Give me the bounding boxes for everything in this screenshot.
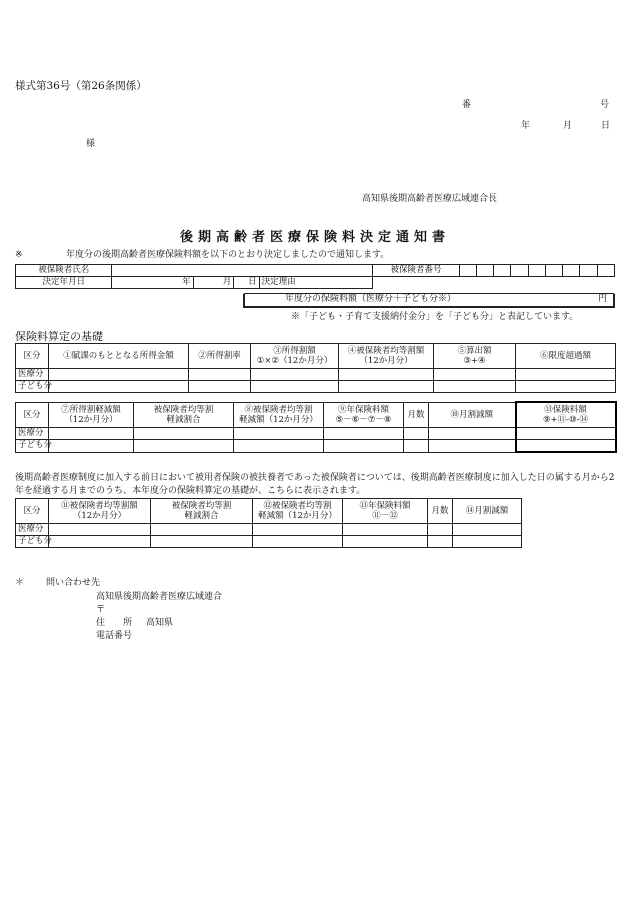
- yen-unit: 円: [597, 294, 607, 304]
- insured-name-label: 被保険者氏名: [16, 265, 112, 277]
- table-cell: [253, 524, 343, 536]
- col-per-capita-reduction: ⑧被保険者均等割 軽減額（12か月分）: [234, 402, 324, 428]
- col-per-capita-levy: ⑪被保険者均等割額 （12か月分）: [49, 499, 151, 524]
- intro-mark: ※: [15, 250, 23, 260]
- insured-number-digit: [597, 265, 614, 277]
- calc-table-2: [15, 401, 617, 453]
- col-income-levy: ③所得割額 ①×②（12か月分）: [251, 344, 339, 369]
- table-cell: [234, 440, 324, 453]
- table-row: [16, 428, 616, 440]
- date-day-label: 日: [601, 121, 611, 131]
- table-cell: [134, 428, 234, 440]
- table-cell: [49, 428, 134, 440]
- number-label: 番: [462, 100, 472, 110]
- document-title: 後期高齢者医療保険料決定通知書: [179, 230, 450, 245]
- insured-number-digit: [563, 265, 580, 277]
- table-cell: [49, 440, 134, 453]
- col-over-limit: ⑥限度超過額: [516, 344, 616, 369]
- insured-number-digit: [459, 265, 476, 277]
- col-premium-amount: ⑬保険料額 ⑨+⑪-⑩-⑭: [516, 402, 616, 428]
- table-cell: [428, 536, 453, 548]
- col-per-capita-levy: ④被保険者均等割額 （12か月分）: [339, 344, 434, 369]
- col-category: 区分: [16, 499, 49, 524]
- table-cell: [339, 381, 434, 393]
- table-row: [16, 440, 616, 453]
- insured-number-digit: [476, 265, 493, 277]
- insured-number-digit: [545, 265, 562, 277]
- col-monthly-reduction: ⑭月割減額: [453, 499, 522, 524]
- table-cell: [151, 524, 253, 536]
- contact-org: 高知県後期高齢者医療広域連合: [96, 592, 223, 602]
- address-label: 住 所: [96, 618, 133, 628]
- col-category: 区分: [16, 402, 49, 428]
- table-cell: [429, 440, 516, 453]
- form-number: 様式第36号（第26条関係）: [15, 80, 147, 92]
- table-cell: [49, 369, 189, 381]
- col-months: 月数: [428, 499, 453, 524]
- table-cell: [343, 536, 428, 548]
- calc-section-title: 保険料算定の基礎: [15, 330, 103, 343]
- table-cell: [49, 381, 189, 393]
- annual-premium-box: [244, 293, 614, 307]
- calc-table-3: [15, 498, 522, 548]
- row-label-children: 子ども分: [16, 381, 49, 393]
- decision-year: 年: [112, 277, 193, 289]
- row-label-medical: 医療分: [16, 524, 49, 536]
- decision-date-label: 決定年月日: [16, 277, 112, 289]
- table-cell: [434, 369, 516, 381]
- table-cell: [234, 428, 324, 440]
- table-cell: [404, 428, 429, 440]
- table-cell: [251, 369, 339, 381]
- col-annual-premium: ⑬年保険料額 ⑪－⑫: [343, 499, 428, 524]
- table-row: [16, 369, 616, 381]
- col-reduction-ratio: 被保険者均等割 軽減割合: [151, 499, 253, 524]
- insured-number-digit: [528, 265, 545, 277]
- children-share-note: ※「子ども・子育て支援納付金分」を「子ども分」と表記しています。: [291, 312, 579, 322]
- phone-label: 電話番号: [96, 631, 133, 641]
- issuer-name: 高知県後期高齢者医療広域連合長: [362, 194, 498, 204]
- table-cell: [453, 536, 522, 548]
- decision-month: 月: [193, 277, 234, 289]
- calc-table-1: [15, 343, 616, 393]
- col-calculated-amount: ⑤算出額 ③+④: [434, 344, 516, 369]
- table-cell: [189, 381, 251, 393]
- table-cell: [339, 369, 434, 381]
- insured-number-label: 被保険者番号: [373, 265, 459, 277]
- decision-reason-field: [373, 277, 615, 289]
- table-row: [16, 536, 522, 548]
- table-cell: [324, 440, 404, 453]
- contact-mark: ＊: [15, 578, 25, 588]
- col-per-capita-reduction: ⑫被保険者均等割 軽減額（12か月分）: [253, 499, 343, 524]
- table-cell: [428, 524, 453, 536]
- date-year-label: 年: [521, 121, 531, 131]
- row-label-medical: 医療分: [16, 369, 49, 381]
- row-label-medical: 医療分: [16, 428, 49, 440]
- col-reduction-ratio: 被保険者均等割 軽減割合: [134, 402, 234, 428]
- col-income-reduction: ⑦所得割軽減額 （12か月分）: [49, 402, 134, 428]
- table-cell: [429, 428, 516, 440]
- table-cell: [453, 524, 522, 536]
- table-row: [16, 381, 616, 393]
- table-cell: [49, 524, 151, 536]
- col-assessed-income: ①賦課のもととなる所得金額: [49, 344, 189, 369]
- insured-name-field: [112, 265, 373, 277]
- annual-premium-label: 年度分の保険料額（医療分＋子ども分※）: [285, 294, 457, 304]
- postal-mark: 〒: [96, 605, 106, 615]
- row-label-children: 子ども分: [16, 536, 49, 548]
- contact-heading: 問い合わせ先: [46, 578, 101, 588]
- insured-number-digit: [580, 265, 597, 277]
- table-cell: [134, 440, 234, 453]
- table-cell: [49, 536, 151, 548]
- col-income-rate: ②所得割率: [189, 344, 251, 369]
- col-monthly-reduction: ⑩月割減額: [429, 402, 516, 428]
- date-month-label: 月: [563, 121, 573, 131]
- dependent-paragraph: 後期高齢者医療制度に加入する前日において被用者保険の被扶養者であった被保険者については、後期高齢者医療制度に加入した日の属する月から2年を経過する月までのうち、本年度分の保険料算定の基礎が、こちらに表示されます。: [15, 473, 615, 496]
- table-cell: [516, 381, 616, 393]
- table-cell: [404, 440, 429, 453]
- table-cell: [516, 428, 616, 440]
- col-category: 区分: [16, 344, 49, 369]
- decision-reason-label: 決定理由: [259, 277, 373, 289]
- table-cell: [434, 381, 516, 393]
- insured-number-digit: [511, 265, 528, 277]
- row-label-children: 子ども分: [16, 440, 49, 453]
- col-annual-premium: ⑨年保険料額 ⑤－⑥－⑦－⑧: [324, 402, 404, 428]
- col-months: 月数: [404, 402, 429, 428]
- insured-number-digit: [494, 265, 511, 277]
- table-cell: [189, 369, 251, 381]
- table-cell: [516, 369, 616, 381]
- decision-day: 日: [234, 277, 259, 289]
- intro-text: 年度分の後期高齢者医療保険料額を以下のとおり決定しましたので通知します。: [66, 250, 390, 260]
- table-cell: [151, 536, 253, 548]
- recipient-suffix: 様: [86, 139, 96, 149]
- table-row: [16, 524, 522, 536]
- insured-info-table: [15, 264, 615, 289]
- table-cell: [251, 381, 339, 393]
- table-cell: [324, 428, 404, 440]
- table-cell: [253, 536, 343, 548]
- address-value: 高知県: [146, 618, 174, 628]
- table-cell: [343, 524, 428, 536]
- table-cell: [516, 440, 616, 453]
- number-suffix: 号: [600, 100, 610, 110]
